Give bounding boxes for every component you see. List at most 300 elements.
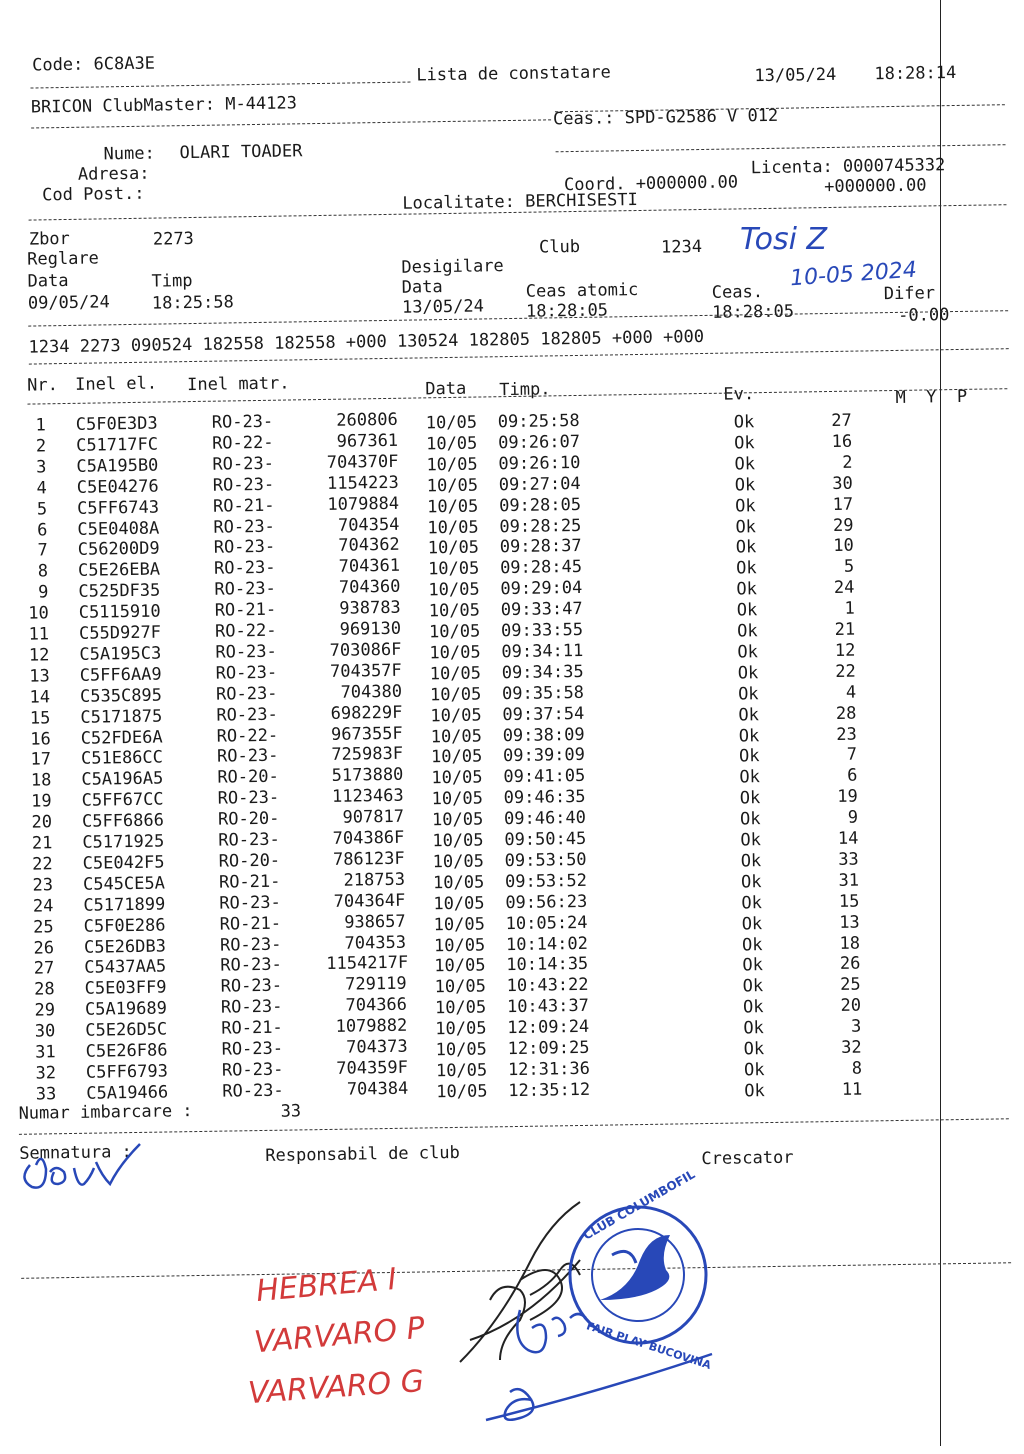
- stamp-club-columbofil-icon: [570, 1167, 713, 1372]
- col-myp: M Y P: [895, 386, 968, 408]
- inel-prefix: RO-23-: [220, 955, 282, 977]
- club-label: Club: [538, 236, 581, 258]
- adresa-label: Adresa:: [77, 163, 150, 185]
- arrival-date: 10/05: [435, 1018, 487, 1040]
- col-inel-el: Inel el.: [75, 373, 158, 395]
- row-number: 31: [35, 1042, 56, 1063]
- m-value: 32: [841, 1037, 862, 1058]
- inel-el: C5171875: [80, 706, 163, 728]
- row-number: 28: [34, 979, 55, 1000]
- timp-label: Timp: [151, 271, 193, 292]
- clubmaster-label: BRICON ClubMaster: M-44123: [30, 93, 298, 118]
- inel-el: C51717FC: [75, 434, 159, 456]
- event-status: Ok: [736, 600, 758, 621]
- m-value: 6: [847, 765, 858, 787]
- arrival-date: 10/05: [433, 893, 485, 914]
- row-number: 21: [31, 833, 53, 854]
- arrival-time: 10:14:35: [506, 954, 589, 976]
- arrival-time: 09:28:05: [498, 494, 582, 516]
- document-title: Lista de constatare: [416, 62, 611, 86]
- inel-prefix: RO-23-: [215, 641, 277, 663]
- inel-el: C5A195C3: [79, 643, 162, 665]
- arrival-date: 10/05: [430, 726, 483, 747]
- m-value: 9: [847, 807, 859, 828]
- zbor-value: 2273: [152, 228, 195, 250]
- inel-matr: 703086F: [329, 639, 402, 661]
- arrival-time: 09:28:45: [499, 557, 583, 579]
- inel-prefix: RO-23-: [213, 537, 276, 559]
- inel-prefix: RO-23-: [215, 662, 278, 684]
- ceas-label-2: Ceas.: [711, 282, 764, 303]
- inel-matr: 260806: [336, 409, 398, 431]
- arrival-time: 09:33:55: [500, 619, 584, 642]
- m-value: 24: [833, 577, 855, 599]
- m-value: 16: [831, 431, 853, 452]
- arrival-time: 09:33:47: [500, 599, 583, 621]
- inel-matr: 218753: [343, 869, 406, 891]
- inel-el: C5FF6793: [85, 1061, 169, 1083]
- arrival-time: 12:31:36: [507, 1058, 591, 1081]
- inel-prefix: RO-23-: [212, 453, 275, 475]
- inel-matr: 704360: [338, 576, 401, 598]
- inel-prefix: RO-23-: [216, 746, 279, 768]
- inel-prefix: RO-20-: [217, 767, 279, 788]
- inel-matr: 1154217F: [326, 953, 409, 975]
- col-data: Data: [425, 378, 467, 400]
- arrival-time: 09:25:58: [497, 410, 580, 433]
- inel-prefix: RO-23-: [211, 411, 274, 433]
- inel-el: C5A195B0: [76, 455, 159, 477]
- handwritten-name: Tosi Z: [740, 222, 828, 257]
- arrival-date: 10/05: [427, 517, 479, 538]
- row-number: 3: [36, 457, 47, 478]
- inel-prefix: RO-20-: [218, 850, 281, 872]
- arrival-time: 09:46:35: [503, 787, 586, 809]
- arrival-date: 10/05: [434, 955, 486, 977]
- event-status: Ok: [740, 851, 762, 872]
- m-value: 19: [837, 786, 858, 808]
- localitate-value: Localitate: BERCHISESTI: [402, 189, 638, 214]
- inel-el: C56200D9: [77, 538, 160, 561]
- inel-prefix: RO-23-: [219, 892, 281, 914]
- m-value: 3: [850, 1016, 862, 1037]
- inel-el: C525DF35: [78, 580, 161, 603]
- inel-matr: 729119: [345, 974, 407, 995]
- desigilare-label: Desigilare: [401, 256, 504, 278]
- inel-el: C5FF6743: [76, 497, 160, 519]
- m-value: 30: [832, 473, 853, 494]
- inel-prefix: RO-23-: [220, 996, 283, 1018]
- club-value: 1234: [660, 236, 703, 258]
- arrival-date: 10/05: [435, 1039, 488, 1061]
- m-value: 20: [840, 995, 862, 1017]
- arrival-date: 10/05: [427, 537, 480, 559]
- arrival-date: 10/05: [430, 705, 482, 726]
- inel-el: C5E0408A: [77, 518, 160, 540]
- atomic-time: 18:28:05: [525, 300, 609, 322]
- inel-prefix: RO-23-: [213, 516, 276, 538]
- row-number: 33: [35, 1084, 57, 1105]
- event-status: Ok: [741, 934, 763, 955]
- nume-label: Nume:: [103, 143, 155, 165]
- inel-el: C5E03FF9: [84, 977, 167, 1000]
- inel-matr: 725983F: [331, 744, 404, 766]
- arrival-time: 12:35:12: [508, 1079, 591, 1101]
- row-number: 9: [38, 582, 49, 603]
- m-value: 33: [838, 849, 859, 870]
- m-value: 10: [833, 536, 854, 557]
- row-number: 14: [29, 686, 51, 708]
- m-value: 22: [835, 661, 856, 682]
- arrival-date: 10/05: [433, 914, 486, 935]
- arrival-date: 10/05: [435, 1060, 488, 1082]
- difer-label: Difer: [883, 283, 936, 305]
- row-number: 6: [37, 519, 48, 540]
- event-status: Ok: [735, 558, 757, 579]
- m-value: 23: [836, 724, 857, 745]
- m-value: 12: [834, 640, 856, 661]
- arrival-date: 10/05: [428, 600, 481, 622]
- m-value: 5: [843, 556, 855, 578]
- inel-prefix: RO-23-: [221, 1038, 284, 1060]
- inel-el: C5E26EBA: [77, 559, 161, 582]
- inel-matr: 786123F: [332, 848, 405, 870]
- inel-el: C5FF6AA9: [79, 664, 162, 686]
- inel-prefix: RO-21-: [212, 495, 275, 517]
- arrival-date: 10/05: [431, 788, 484, 810]
- event-status: Ok: [734, 474, 756, 496]
- arrival-date: 10/05: [428, 621, 481, 643]
- inel-matr: 5173880: [331, 765, 404, 787]
- row-number: 2: [35, 436, 47, 457]
- inel-el: C5171925: [82, 831, 165, 853]
- row-number: 13: [29, 666, 50, 687]
- inel-prefix: RO-23-: [221, 1059, 284, 1081]
- row-number: 22: [32, 854, 53, 875]
- handwritten-name-3: VARVARO G: [246, 1363, 426, 1412]
- inel-el: C5E042F5: [82, 852, 165, 874]
- arrival-date: 10/05: [430, 746, 483, 768]
- inel-prefix: RO-21-: [218, 871, 281, 893]
- arrival-date: 10/05: [432, 830, 484, 852]
- row-number: 16: [30, 728, 51, 750]
- inel-prefix: RO-23-: [215, 683, 278, 705]
- arrival-date: 10/05: [434, 976, 487, 998]
- m-value: 14: [837, 828, 859, 849]
- row-number: 32: [35, 1063, 57, 1084]
- inel-matr: 704373: [346, 1036, 408, 1058]
- inel-matr: 704366: [345, 994, 408, 1016]
- arrival-date: 10/05: [431, 767, 483, 789]
- inel-prefix: RO-23-: [217, 787, 280, 809]
- handwritten-date: 10-05 2024: [789, 257, 918, 292]
- row-number: 25: [33, 916, 54, 938]
- event-status: Ok: [743, 1039, 765, 1060]
- stamp-bottom-text: FAIR PLAY BUCOVINA: [584, 1319, 713, 1372]
- arrival-date: 10/05: [432, 851, 485, 873]
- inel-prefix: RO-20-: [217, 808, 280, 830]
- ceas-atomic-label: Ceas atomic: [525, 279, 639, 302]
- inel-prefix: RO-23-: [213, 558, 276, 579]
- row-number: 27: [33, 958, 55, 979]
- arrival-time: 09:34:11: [501, 640, 584, 663]
- inel-prefix: RO-23-: [212, 474, 275, 496]
- m-value: 17: [832, 494, 854, 515]
- numar-label: Numar imbarcare :: [18, 1101, 193, 1124]
- m-value: 26: [839, 953, 861, 975]
- inel-matr: 704359F: [336, 1057, 409, 1079]
- row-number: 29: [34, 1000, 56, 1021]
- row-number: 23: [32, 875, 54, 896]
- inel-matr: 704364F: [333, 890, 406, 912]
- inel-prefix: RO-23-: [222, 1080, 284, 1102]
- event-status: Ok: [735, 516, 757, 537]
- m-value: 8: [851, 1058, 863, 1079]
- inel-el: C5E26DB3: [83, 936, 167, 958]
- inel-el: C51E86CC: [80, 747, 164, 770]
- event-status: Ok: [742, 997, 764, 1018]
- inel-el: C545CE5A: [82, 873, 166, 895]
- code-line: 1234 2273 090524 182558 182558 +000 130524 182805 182805 +000 +000: [28, 326, 705, 358]
- inel-prefix: RO-21-: [214, 599, 277, 621]
- event-status: Ok: [744, 1080, 765, 1102]
- arrival-date: 10/05: [433, 934, 486, 956]
- event-status: Ok: [739, 788, 761, 809]
- header-date: 13/05/24: [754, 64, 837, 87]
- inel-prefix: RO-22-: [214, 620, 277, 642]
- event-status: Ok: [736, 579, 758, 600]
- row-number: 18: [30, 770, 52, 791]
- coord-value: Coord. +000000.00: [563, 172, 739, 196]
- row-number: 8: [37, 561, 49, 582]
- arrival-time: 10:43:37: [506, 996, 590, 1018]
- col-nr: Nr.: [27, 375, 59, 396]
- event-status: Ok: [737, 662, 759, 684]
- col-inel-matr: Inel matr.: [187, 373, 290, 396]
- m-value: 13: [839, 912, 860, 933]
- inel-prefix: RO-21-: [219, 913, 282, 935]
- inel-matr: 704353: [344, 932, 407, 954]
- inel-matr: 704370F: [326, 451, 399, 473]
- event-status: Ok: [739, 767, 761, 788]
- inel-matr: 1123463: [331, 785, 404, 808]
- event-status: Ok: [742, 976, 764, 997]
- arrival-time: 09:46:40: [503, 807, 587, 830]
- inel-el: C5171899: [83, 894, 166, 916]
- inel-matr: 704386F: [332, 827, 405, 849]
- inel-prefix: RO-23-: [216, 704, 278, 726]
- arrival-time: 12:09:24: [507, 1016, 590, 1039]
- inel-matr: 967355F: [330, 723, 403, 745]
- inel-matr: 938657: [344, 911, 406, 933]
- arrival-date: 10/05: [431, 809, 484, 831]
- ceas-time: 18:28:05: [711, 301, 795, 323]
- arrival-time: 09:38:09: [502, 724, 585, 746]
- event-status: Ok: [740, 830, 762, 851]
- arrival-time: 10:43:22: [506, 975, 589, 997]
- event-status: Ok: [739, 809, 761, 830]
- m-value: 7: [846, 745, 858, 766]
- inel-matr: 1079882: [335, 1015, 408, 1037]
- inel-matr: 907817: [342, 806, 405, 828]
- event-status: Ok: [742, 955, 764, 976]
- reglare-date: 09/05/24: [27, 292, 110, 314]
- event-status: Ok: [743, 1018, 765, 1039]
- row-number: 4: [36, 478, 47, 499]
- event-status: Ok: [741, 892, 763, 914]
- event-status: Ok: [741, 913, 763, 935]
- m-value: 11: [841, 1079, 863, 1100]
- event-status: Ok: [738, 746, 760, 767]
- zbor-label: Zbor: [28, 228, 70, 250]
- inel-el: C5FF67CC: [81, 789, 164, 811]
- arrival-time: 09:26:07: [497, 431, 581, 454]
- m-value: 31: [838, 870, 860, 891]
- event-status: Ok: [735, 537, 757, 558]
- arrival-date: 10/05: [429, 663, 482, 685]
- arrival-time: 09:28:37: [499, 536, 582, 558]
- inel-prefix: RO-23-: [214, 578, 276, 600]
- inel-el: C5A196A5: [81, 768, 164, 791]
- row-number: 17: [30, 749, 52, 770]
- data-label: Data: [27, 270, 69, 292]
- inel-prefix: RO-22-: [211, 432, 274, 454]
- reglare-time: 18:25:58: [151, 292, 234, 314]
- data2-label: Data: [401, 277, 443, 298]
- inel-matr: 704361: [338, 556, 401, 578]
- row-number: 24: [32, 895, 54, 917]
- inel-prefix: RO-22-: [216, 725, 279, 747]
- arrival-time: 09:26:10: [498, 452, 581, 475]
- codpost-label: Cod Post.:: [42, 183, 145, 206]
- inel-matr: 698229F: [330, 702, 403, 724]
- m-value: 25: [840, 974, 861, 996]
- arrival-time: 09:50:45: [504, 828, 587, 851]
- arrival-date: 10/05: [428, 579, 480, 601]
- handwritten-name-2: VARVARO P: [252, 1310, 427, 1361]
- arrival-date: 10/05: [425, 433, 478, 455]
- event-status: Ok: [740, 871, 762, 893]
- numar-value: 33: [280, 1101, 302, 1122]
- inel-el: C5A19466: [86, 1082, 169, 1104]
- event-status: Ok: [743, 1060, 765, 1081]
- arrival-time: 09:29:04: [500, 578, 583, 600]
- inel-el: C5F0E3D3: [75, 413, 158, 435]
- row-number: 26: [33, 937, 55, 959]
- stamp-top-text: CLUB COLUMBOFIL: [580, 1167, 698, 1243]
- event-status: Ok: [737, 683, 759, 705]
- m-value: 1: [844, 598, 855, 619]
- signature-semnatura: [24, 1144, 140, 1188]
- arrival-date: 10/05: [426, 496, 479, 517]
- inel-el: C5E26D5C: [85, 1019, 168, 1041]
- m-value: 18: [839, 933, 861, 954]
- event-status: Ok: [736, 621, 758, 642]
- inel-prefix: RO-23-: [218, 829, 280, 851]
- arrival-date: 10/05: [432, 872, 485, 894]
- inel-prefix: RO-23-: [219, 934, 282, 956]
- arrival-time: 09:53:52: [504, 870, 588, 892]
- desigilare-date: 13/05/24: [401, 296, 485, 318]
- col-timp: Timp.: [499, 379, 551, 401]
- arrival-date: 10/05: [434, 997, 487, 1019]
- event-status: Ok: [738, 704, 760, 726]
- m-value: 28: [835, 703, 857, 724]
- crescator-label: Crescator: [701, 1147, 794, 1170]
- arrival-date: 10/05: [426, 475, 479, 497]
- row-number: 30: [34, 1021, 56, 1042]
- row-number: 15: [29, 707, 51, 729]
- difer-value: -0.00: [898, 305, 950, 326]
- arrival-time: 09:34:35: [501, 661, 584, 683]
- m-value: 29: [832, 515, 854, 536]
- row-number: 1: [35, 415, 46, 436]
- inel-matr: 938783: [339, 597, 401, 619]
- event-status: Ok: [738, 725, 760, 746]
- inel-el: C5115910: [78, 601, 161, 623]
- row-number: 20: [31, 812, 53, 833]
- row-number: 11: [28, 624, 50, 645]
- inel-prefix: RO-21-: [221, 1017, 283, 1039]
- row-number: 5: [36, 498, 48, 520]
- inel-el: C5A19689: [84, 998, 168, 1020]
- inel-prefix: RO-23-: [220, 975, 283, 997]
- arrival-time: 09:39:09: [502, 745, 586, 767]
- inel-el: C535C895: [79, 685, 163, 707]
- arrival-time: 09:37:54: [502, 703, 585, 725]
- event-status: Ok: [733, 412, 755, 433]
- inel-matr: 704357F: [329, 660, 402, 682]
- row-number: 12: [28, 645, 50, 666]
- inel-el: C5E26F86: [85, 1040, 168, 1062]
- arrival-time: 10:14:02: [505, 933, 589, 955]
- arrival-time: 09:41:05: [503, 766, 586, 788]
- arrival-date: 10/05: [425, 412, 478, 434]
- col-ev: Ev.: [723, 384, 755, 405]
- inel-matr: 704354: [337, 514, 400, 536]
- arrival-time: 09:27:04: [498, 473, 581, 495]
- header-time: 18:28:14: [874, 62, 957, 85]
- inel-el: C5F0E286: [83, 915, 166, 937]
- handwritten-name-1: HEBREA I: [254, 1261, 399, 1310]
- responsabil-label: Responsabil de club: [265, 1142, 460, 1166]
- arrival-date: 10/05: [429, 642, 481, 664]
- inel-matr: 704380: [340, 681, 403, 703]
- m-value: 2: [842, 452, 853, 473]
- event-status: Ok: [734, 453, 756, 475]
- inel-el: C5FF6866: [81, 810, 165, 832]
- coord2-value: +000000.00: [824, 175, 927, 198]
- inel-matr: 1079884: [327, 493, 400, 515]
- ceas-label: Ceas.: SPD-G2586 V 012: [552, 105, 779, 130]
- arrival-date: 10/05: [436, 1081, 488, 1103]
- arrival-time: 09:53:50: [504, 849, 587, 872]
- arrival-date: 10/05: [429, 684, 482, 706]
- row-number: 10: [28, 603, 49, 624]
- m-value: 27: [831, 410, 852, 431]
- semnatura-label: Semnatura :: [19, 1142, 132, 1164]
- inel-matr: 1154223: [326, 472, 399, 494]
- arrival-time: 10:05:24: [505, 912, 588, 934]
- arrival-time: 09:56:23: [505, 891, 588, 913]
- event-status: Ok: [735, 495, 756, 517]
- arrival-date: 10/05: [427, 558, 480, 580]
- row-number: 7: [37, 540, 48, 561]
- inel-matr: 969130: [339, 618, 402, 640]
- event-status: Ok: [737, 642, 759, 663]
- event-status: Ok: [734, 433, 755, 454]
- inel-el: C52FDE6A: [80, 727, 163, 749]
